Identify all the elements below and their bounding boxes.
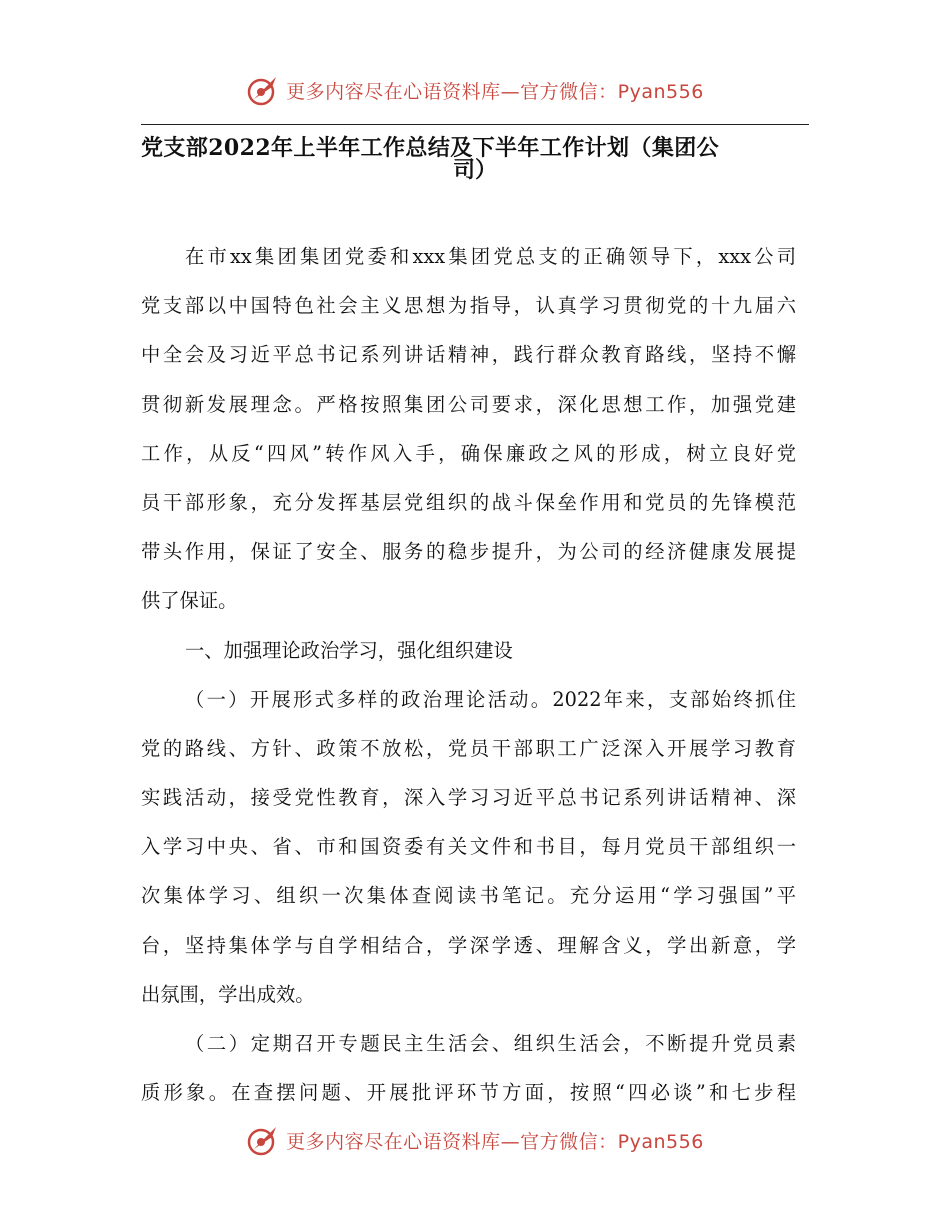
paragraph-line: （二）定期召开专题民主生活会、组织生活会，不断提升党员素 [185,1032,796,1055]
paragraph-line: 中全会及习近平总书记系列讲话精神，践行群众教育路线，坚持不懈 [141,343,796,367]
paragraph-line: 党的路线、方针、政策不放松，党员干部职工广泛深入开展学习教育 [141,736,796,760]
document-title-line-1: 党支部2022年上半年工作总结及下半年工作计划（集团公 [141,135,720,161]
paragraph-line: 质形象。在查摆问题、开展批评环节方面，按照“四必谈”和七步程 [141,1081,796,1105]
watermark-banner-top [0,68,950,112]
header-rule [141,124,809,125]
paragraph-line: 贯彻新发展理念。严格按照集团公司要求，深化思想工作，加强党建 [141,392,796,416]
watermark-text: 更多内容尽在心语资料库—官方微信：Pyan556 [286,1130,704,1153]
paragraph-line: （一）开展形式多样的政治理论活动。2022年来，支部始终抓住 [185,687,796,711]
document-title-line-2: 司） [452,157,497,183]
quill-logo-icon [246,1123,280,1157]
paragraph-line: 员干部形象，充分发挥基层党组织的战斗保垒作用和党员的先锋模范 [141,490,796,514]
document-body [141,232,796,1117]
paragraph-line: 入学习中央、省、市和国资委有关文件和书目，每月党员干部组织一 [141,835,796,859]
paragraph-line: 工作，从反“四风”转作风入手，确保廉政之风的形成，树立良好党 [141,441,796,465]
section-heading: 一、加强理论政治学习，强化组织建设 [185,638,513,662]
quill-logo-icon [246,73,280,107]
paragraph-line: 在市xx集团集团党委和xxx集团党总支的正确领导下，xxx公司 [185,245,796,268]
paragraph-line: 带头作用，保证了安全、服务的稳步提升，为公司的经济健康发展提 [141,540,796,564]
watermark-banner-bottom [0,1118,950,1162]
watermark-text: 更多内容尽在心语资料库—官方微信：Pyan556 [286,80,704,103]
paragraph-line: 实践活动，接受党性教育，深入学习习近平总书记系列讲话精神、深 [141,786,796,810]
paragraph-line: 台，坚持集体学与自学相结合，学深学透、理解含义，学出新意，学 [141,933,796,957]
paragraph-line: 供了保证。 [141,589,238,613]
paragraph-line: 党支部以中国特色社会主义思想为指导，认真学习贯彻党的十九届六 [141,294,796,318]
paragraph-line: 次集体学习、组织一次集体查阅读书笔记。充分运用“学习强国”平 [141,884,796,908]
paragraph-line: 出氛围，学出成效。 [141,982,315,1006]
